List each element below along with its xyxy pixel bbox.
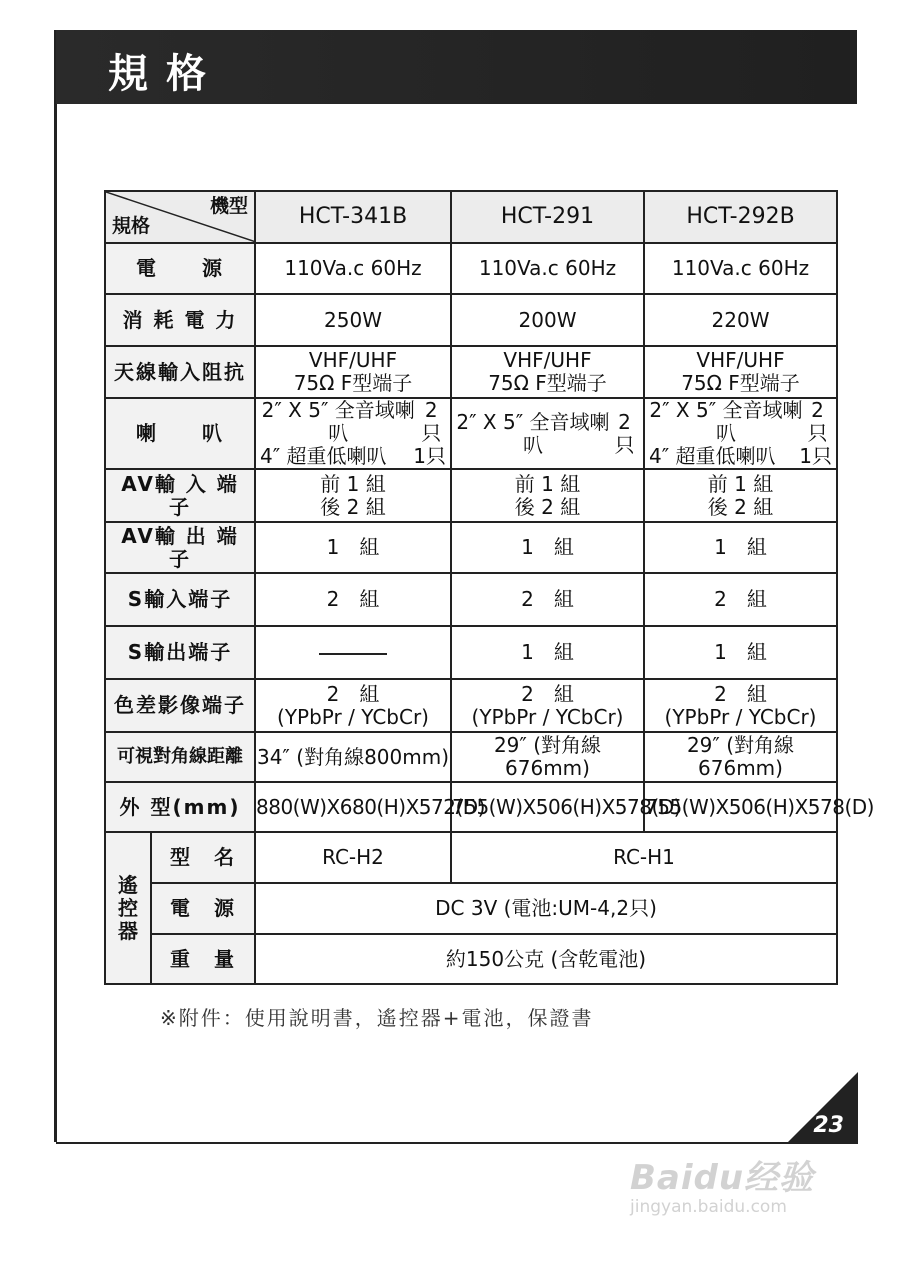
- accessories-note: ※附件：使用說明書，遙控器+電池，保證書: [160, 1006, 594, 1030]
- row-label: AV輸 入 端 子: [105, 469, 255, 522]
- table-cell: 29″ (對角線676mm): [451, 732, 644, 782]
- table-cell: 1 組: [451, 626, 644, 679]
- table-row: [105, 679, 837, 732]
- table-row: [105, 469, 837, 522]
- row-label: 型 名: [151, 832, 255, 883]
- model-header: HCT-291: [451, 191, 644, 243]
- row-label: 色差影像端子: [105, 679, 255, 732]
- watermark-url: jingyan.baidu.com: [630, 1197, 787, 1217]
- table-row: [105, 243, 837, 294]
- table-cell: 1 組: [255, 522, 451, 573]
- watermark-logo: Baidu经验: [630, 1158, 815, 1198]
- page-number: 23: [813, 1113, 844, 1138]
- row-label: 喇 叭: [105, 398, 255, 469]
- table-cell: 880(W)X680(H)X572(D): [255, 782, 451, 832]
- table-row: [105, 883, 837, 934]
- corner-spec-label: 規格: [112, 215, 151, 238]
- page-number-tab: [786, 1072, 858, 1144]
- watermark: [630, 1150, 814, 1217]
- row-label: AV輸 出 端 子: [105, 522, 255, 573]
- table-cell: 110Va.c 60Hz: [255, 243, 451, 294]
- row-label: 電 源: [151, 883, 255, 934]
- table-cell: 755(W)X506(H)X578(D): [451, 782, 644, 832]
- table-row: [105, 294, 837, 346]
- table-header-row: [105, 191, 837, 243]
- table-cell: VHF/UHF 75Ω F型端子: [451, 346, 644, 398]
- table-cell: 110Va.c 60Hz: [644, 243, 837, 294]
- row-label: S輸入端子: [105, 573, 255, 626]
- table-cell: 2 組 (YPbPr / YCbCr): [255, 679, 451, 732]
- table-cell: 前 1 組 後 2 組: [451, 469, 644, 522]
- table-row: [105, 573, 837, 626]
- table-cell: 2″ X 5″ 全音域喇叭 2只: [451, 398, 644, 469]
- table-row: [105, 782, 837, 832]
- table-cell: DC 3V (電池:UM-4,2只): [255, 883, 837, 934]
- table-row: [105, 522, 837, 573]
- spec-table: [104, 190, 874, 985]
- row-label: 可視對角線距離: [105, 732, 255, 782]
- table-cell: 110Va.c 60Hz: [451, 243, 644, 294]
- table-cell: 34″ (對角線800mm): [255, 732, 451, 782]
- table-cell: 250W: [255, 294, 451, 346]
- table-row: [105, 934, 837, 984]
- row-label: S輸出端子: [105, 626, 255, 679]
- row-label: 外 型(mm): [105, 782, 255, 832]
- not-available-dash: [319, 653, 387, 655]
- table-row: [105, 398, 837, 469]
- table-cell: 2″ X 5″ 全音域喇叭 2只 4″ 超重低喇叭 1只: [644, 398, 837, 469]
- table-row: [105, 346, 837, 398]
- table-cell: 200W: [451, 294, 644, 346]
- table-cell: 29″ (對角線676mm): [644, 732, 837, 782]
- corner-model-label: 機型: [209, 195, 248, 217]
- bottom-rule: [56, 1142, 857, 1144]
- row-label: 天線輸入阻抗: [105, 346, 255, 398]
- model-header: HCT-341B: [255, 191, 451, 243]
- table-cell: 1 組: [644, 522, 837, 573]
- table-cell: 2 組 (YPbPr / YCbCr): [451, 679, 644, 732]
- table-cell: 2 組: [451, 573, 644, 626]
- page-title: 規格: [108, 51, 224, 97]
- row-label: 消 耗 電 力: [105, 294, 255, 346]
- table-cell: 約150公克 (含乾電池): [255, 934, 837, 984]
- row-label: 重 量: [151, 934, 255, 984]
- table-cell: 前 1 組 後 2 組: [255, 469, 451, 522]
- left-margin-rule: [54, 30, 57, 1142]
- table-row: [105, 626, 837, 679]
- table-cell: 1 組: [644, 626, 837, 679]
- table-cell: 2 組: [644, 573, 837, 626]
- table-row: [105, 732, 837, 782]
- table-cell: 2″ X 5″ 全音域喇叭 2只 4″ 超重低喇叭 1只: [255, 398, 451, 469]
- table-cell: [255, 626, 451, 679]
- table-cell: 220W: [644, 294, 837, 346]
- row-label: 電 源: [105, 243, 255, 294]
- remote-section-label: 遙 控 器: [105, 832, 151, 984]
- page-header: [56, 30, 857, 104]
- table-cell: VHF/UHF 75Ω F型端子: [255, 346, 451, 398]
- table-cell: 1 組: [451, 522, 644, 573]
- model-header: HCT-292B: [644, 191, 837, 243]
- table-cell: 2 組 (YPbPr / YCbCr): [644, 679, 837, 732]
- table-cell: 2 組: [255, 573, 451, 626]
- table-cell: 755(W)X506(H)X578(D): [644, 782, 837, 832]
- table-cell: RC-H1: [451, 832, 837, 883]
- corner-cell: [105, 191, 255, 243]
- table-cell: 前 1 組 後 2 組: [644, 469, 837, 522]
- table-cell: VHF/UHF 75Ω F型端子: [644, 346, 837, 398]
- table-cell: RC-H2: [255, 832, 451, 883]
- table-row: [105, 832, 837, 883]
